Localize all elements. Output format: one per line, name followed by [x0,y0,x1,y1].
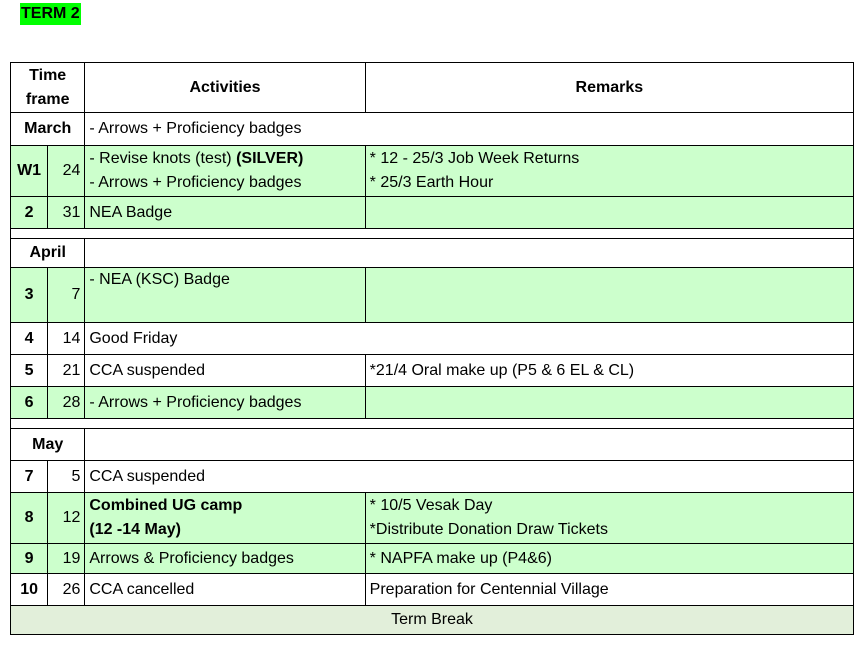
table-row [11,544,854,574]
month-row-may [11,429,854,461]
month-row-march [11,113,854,146]
activity-cell: NEA Badge [85,197,365,229]
activity-cell: CCA suspended [85,461,854,493]
remarks-cell: * 12 - 25/3 Job Week Returns * 25/3 Earth Hour [365,146,853,197]
activity-cell: - Revise knots (test) (SILVER) - Arrows + Proficiency badges [85,146,365,197]
table-row [11,387,854,419]
term-break-label: Term Break [11,606,854,635]
table-row [11,323,854,355]
week-number: 4 [11,323,48,355]
week-number: 6 [11,387,48,419]
remarks-cell [365,197,853,229]
month-activity [85,239,854,268]
table-row [11,355,854,387]
table-row [11,461,854,493]
week-number: 7 [11,461,48,493]
week-date: 26 [48,574,85,606]
activity-cell: CCA suspended [85,355,365,387]
remarks-cell: * 10/5 Vesak Day *Distribute Donation Draw Tickets [365,493,853,544]
week-date: 5 [48,461,85,493]
activity-cell: - Arrows + Proficiency badges [85,387,365,419]
remarks-cell: *21/4 Oral make up (P5 & 6 EL & CL) [365,355,853,387]
header-row [11,63,854,113]
week-number: 8 [11,493,48,544]
schedule-table [10,62,854,635]
week-date: 19 [48,544,85,574]
header-activities: Activities [85,63,365,113]
month-label: May [11,429,85,461]
term-label: TERM 2 [20,3,81,25]
term-break-row [11,606,854,635]
activity-cell: - NEA (KSC) Badge [85,268,365,323]
remarks-cell [365,387,853,419]
table-row [11,146,854,197]
month-activity: - Arrows + Proficiency badges [85,113,854,146]
week-date: 7 [48,268,85,323]
remarks-cell: * NAPFA make up (P4&6) [365,544,853,574]
week-date: 21 [48,355,85,387]
week-date: 31 [48,197,85,229]
week-number: 3 [11,268,48,323]
week-number: 2 [11,197,48,229]
activity-cell: CCA cancelled [85,574,365,606]
spacer-row [11,229,854,239]
week-date: 12 [48,493,85,544]
week-number: 5 [11,355,48,387]
activity-cell: Combined UG camp (12 -14 May) [85,493,365,544]
header-time-frame: Time frame [11,63,85,113]
week-date: 24 [48,146,85,197]
spacer-row [11,419,854,429]
table-row [11,268,854,323]
table-row [11,197,854,229]
month-activity [85,429,854,461]
week-date: 14 [48,323,85,355]
activity-cell: Arrows & Proficiency badges [85,544,365,574]
activity-cell: Good Friday [85,323,854,355]
month-label: March [11,113,85,146]
month-label: April [11,239,85,268]
table-row [11,574,854,606]
remarks-cell: Preparation for Centennial Village [365,574,853,606]
table-row [11,493,854,544]
week-number: W1 [11,146,48,197]
remarks-cell [365,268,853,323]
month-row-april [11,239,854,268]
week-date: 28 [48,387,85,419]
week-number: 9 [11,544,48,574]
week-number: 10 [11,574,48,606]
header-remarks: Remarks [365,63,853,113]
